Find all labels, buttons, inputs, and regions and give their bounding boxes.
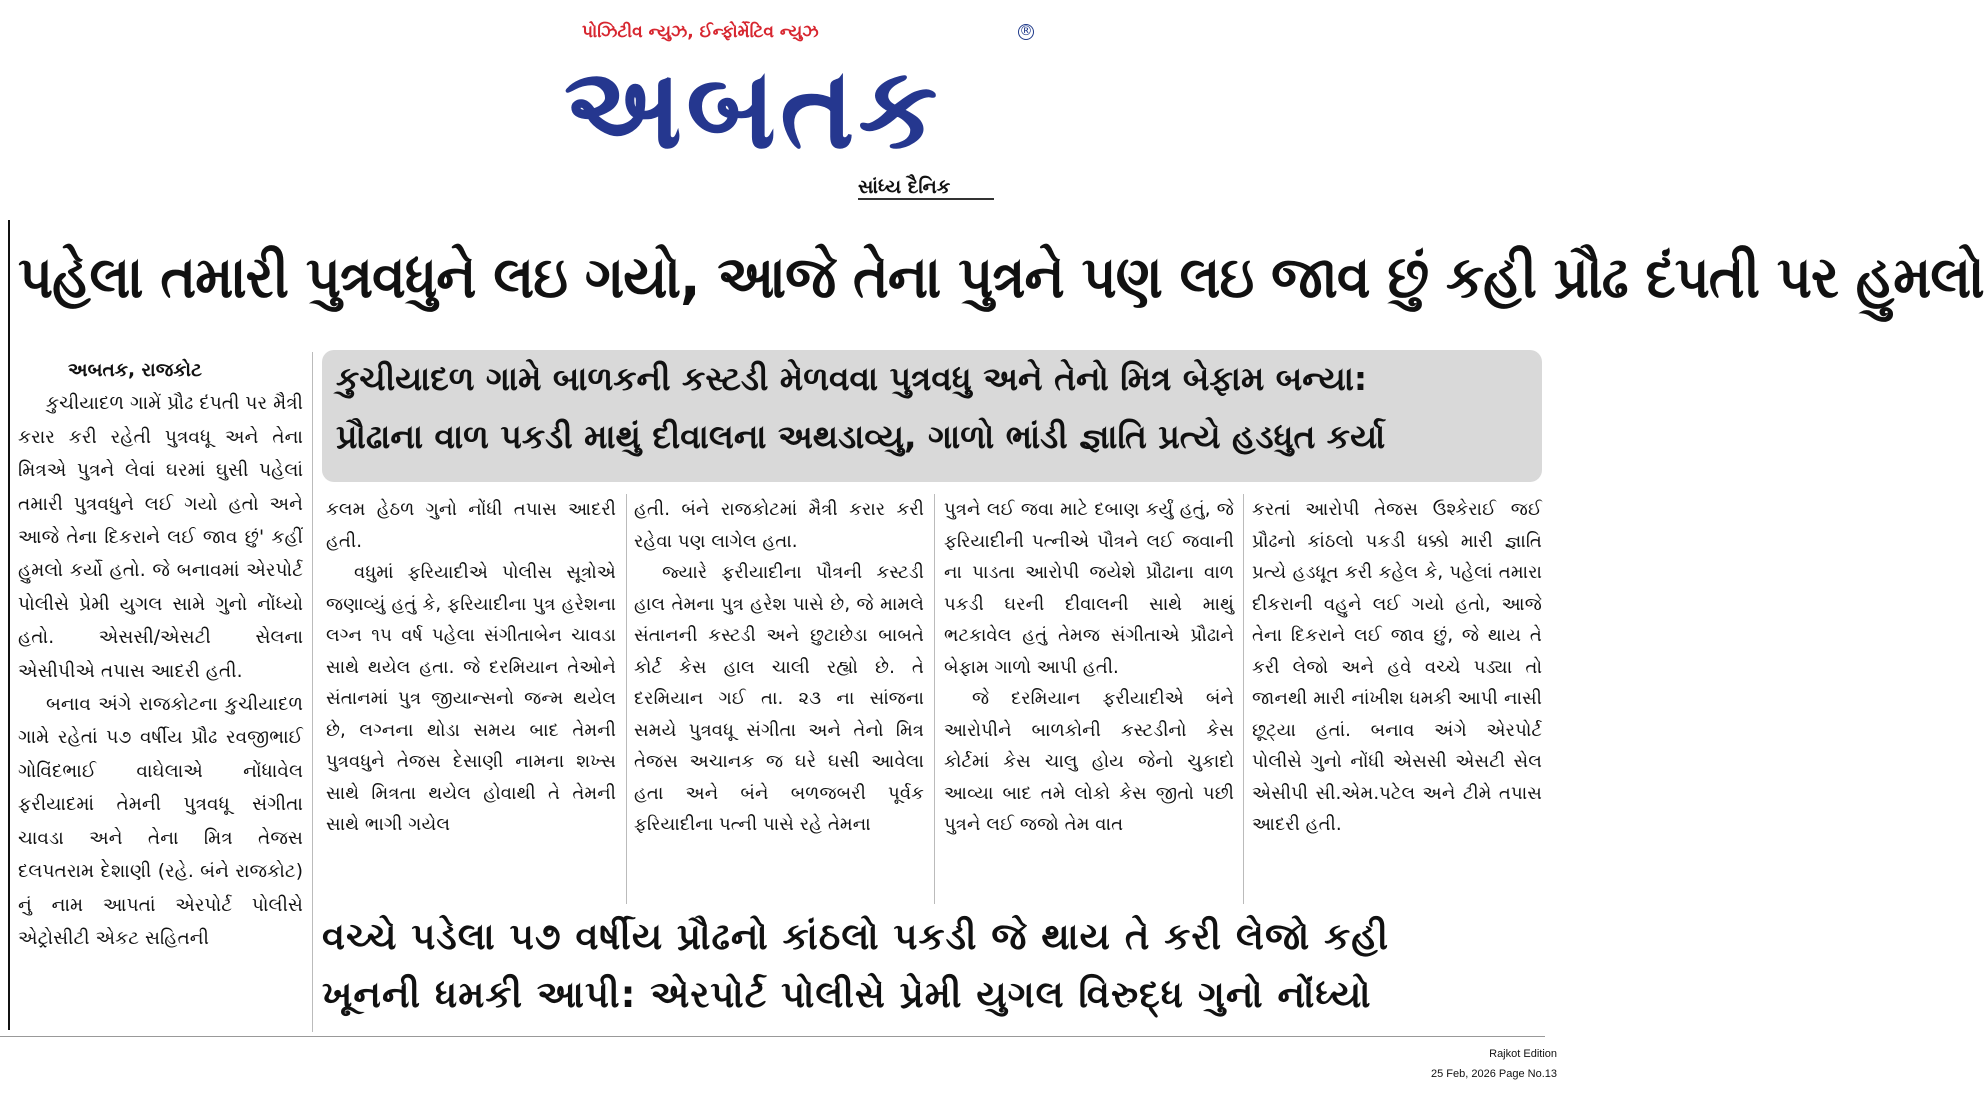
article-paragraph: બનાવ અંગે રાજકોટના કુચીયાદળ ગામે રહેતાં ૫૭ વર્ષીય પ્રૌઢ રવજીભાઈ ગોવિંદભાઈ વાઘેલાએ નોંધાવેલ ફરીયાદમાં તેમની પુત્રવધૂ સંગીતા ચાવડા અને તેના મિત્ર તેજસ દલપતરામ દેશાણી (રહે. બંને રાજકોટ) નું નામ આપતાં એરપોર્ટ પોલીસે એટ્રોસીટી એકટ સહિતની — [18, 694, 303, 949]
article-column-1 — [18, 354, 303, 1034]
date-page-label: 25 Feb, 2026 Page No.13 — [1431, 1068, 1557, 1080]
left-border-rule — [8, 220, 10, 1030]
column-divider — [626, 494, 627, 904]
article-column-4 — [944, 494, 1234, 900]
subheadline-box — [322, 350, 1542, 482]
column-divider — [1243, 494, 1244, 904]
masthead-tagline: પોઝિટીવ ન્યુઝ, ઈન્ફોર્મેટિવ ન્યુઝ — [582, 22, 819, 42]
masthead-rule — [858, 198, 994, 200]
article-paragraph: કલમ હેઠળ ગુનો નોંધી તપાસ આદરી હતી. — [326, 499, 616, 552]
column-divider — [934, 494, 935, 904]
article-paragraph: જ્યારે ફરીયાદીના પૌત્રની કસ્ટડી હાલ તેમના પુત્ર હરેશ પાસે છે, જે મામલે સંતાનની કસ્ટડી અને છુટાછેડા બાબતે કોર્ટ કેસ હાલ ચાલી રહ્યો છે. તે દરમિયાન ગઈ તા. ૨૩ ના સાંજના સમયે પુત્રવધૂ સંગીતા અને તેનો મિત્ર તેજસ અચાનક જ ઘરે ઘસી આવેલા હતા અને બંને બળજબરી પૂર્વક ફરિયાદીના પત્ની પાસે રહે તેમના — [634, 562, 924, 835]
subheadline-line-1: કુચીયાદળ ગામે બાળકની કસ્ટડી મેળવવા પુત્રવધુ અને તેનો મિત્ર બેફામ બન્યા: — [336, 359, 1368, 398]
article-paragraph: કરતાં આરોપી તેજસ ઉશ્કેરાઈ જઈ પ્રૌઢનો કાંઠલો પકડી ધક્કો મારી જ્ઞાતિ પ્રત્યે હડધૂત કરી કહેલ કે, પહેલાં તમારા દીકરાની વહુને લઈ ગયો હતો, આજે તેના દિકરાને લઈ જાવ છું, જે થાય તે કરી લેજો અને હવે વચ્ચે પડ્યા તો જાનથી મારી નાંખીશ ધમકી આપી નાસી છૂટ્યા હતાં. બનાવ અંગે એરપોર્ટ પોલીસે ગુનો નોંધી એસસી એસટી સેલ એસીપી સી.એમ.પટેલ અને ટીમે તપાસ આદરી હતી. — [1252, 499, 1542, 835]
article-paragraph: પુત્રને લઈ જવા માટે દબાણ કર્યું હતું, જે ફરિયાદીની પત્નીએ પૌત્રને લઈ જવાની ના પાડતા આરોપી જયેશે પ્રૌઢાના વાળ પકડી ઘરની દીવાલની સાથે માથું ભટકાવેલ હતું તેમજ સંગીતાએ પ્રૌઢાને બેફામ ગાળો આપી હતી. — [944, 499, 1234, 678]
bottom-headline-line-1: વચ્ચે પડેલા ૫૭ વર્ષીય પ્રૌઢનો કાંઠલો પકડી જે થાય તે કરી લેજો કહી — [322, 915, 1390, 958]
footer-rule — [0, 1036, 1545, 1037]
article-paragraph: જે દરમિયાન ફરીયાદીએ બંને આરોપીને બાળકોની કસ્ટડીનો કેસ કોર્ટમાં કેસ ચાલુ હોય જેનો ચુકાદો આવ્યા બાદ તમે લોકો કેસ જીતો પછી પુત્રને લઈ જજો તેમ વાત — [944, 688, 1234, 835]
bottom-headline-line-2: ખૂનની ધમકી આપી: એરપોર્ટ પોલીસે પ્રેમી યુગલ વિરુદ્ધ ગુનો નોંધ્યો — [322, 973, 1372, 1016]
registered-mark: ® — [1019, 24, 1033, 39]
newspaper-logo: અબતક — [564, 44, 942, 174]
article-paragraph: કુચીયાદળ ગામેં પ્રૌઢ દંપતી પર મૈત્રી કરાર કરી રહેતી પુત્રવધૂ અને તેના મિત્રએ પુત્રને લેવાં ઘરમાં ઘુસી પહેલાં તમારી પુત્રવધુને લઈ ગયો હતો અને આજે તેના દિકરાને લઈ જાવ છું' કહીં હુમલો કર્યો હતો. જે બનાવમાં એરપોર્ટ પોલીસે પ્રેમી યુગલ સામે ગુનો નોંધ્યો હતો. એસસી/એસટી સેલના એસીપીએ તપાસ આદરી હતી. — [18, 393, 303, 682]
article-column-3 — [634, 494, 924, 900]
article-paragraph: હતી. બંને રાજકોટમાં મૈત્રી કરાર કરી રહેવા પણ લાગેલ હતા. — [634, 499, 924, 552]
edition-type: સાંધ્ય દૈનિક — [858, 176, 951, 198]
page-footer — [1431, 1044, 1557, 1084]
main-headline: પહેલા તમારી પુત્રવધુને લઇ ગયો, આજે તેના પુત્રને પણ લઇ જાવ છું કહી પ્રૌઢ દંપતી પર હુમલો — [18, 243, 1984, 311]
edition-label: Rajkot Edition — [1489, 1048, 1557, 1060]
article-column-5 — [1252, 494, 1542, 900]
bottom-headline — [322, 908, 1542, 1028]
article-paragraph: વધુમાં ફરિયાદીએ પોલીસ સૂત્રોએ જણાવ્યું હતું કે, ફરિયાદીના પુત્ર હરેશના લગ્ન ૧૫ વર્ષ પહેલા સંગીતાબેન ચાવડા સાથે થયેલ હતા. જે દરમિયાન તેઓને સંતાનમાં પુત્ર જીયાન્સનો જન્મ થયેલ છે, લગ્નના થોડા સમય બાદ તેમની પુત્રવધુને તેજસ દેસાણી નામના શખ્સ સાથે મિત્રતા થયેલ હોવાથી તે તેમની સાથે ભાગી ગયેલ — [326, 562, 616, 835]
column-divider — [312, 352, 313, 1032]
dateline: અબતક, રાજકોટ — [68, 360, 202, 381]
subheadline-line-2: પ્રૌઢાના વાળ પકડી માથું દીવાલના અથડાવ્યુ, ગાળો ભાંડી જ્ઞાતિ પ્રત્યે હડધુત કર્યા — [336, 417, 1386, 456]
masthead — [560, 18, 1040, 203]
article-column-2 — [326, 494, 616, 900]
